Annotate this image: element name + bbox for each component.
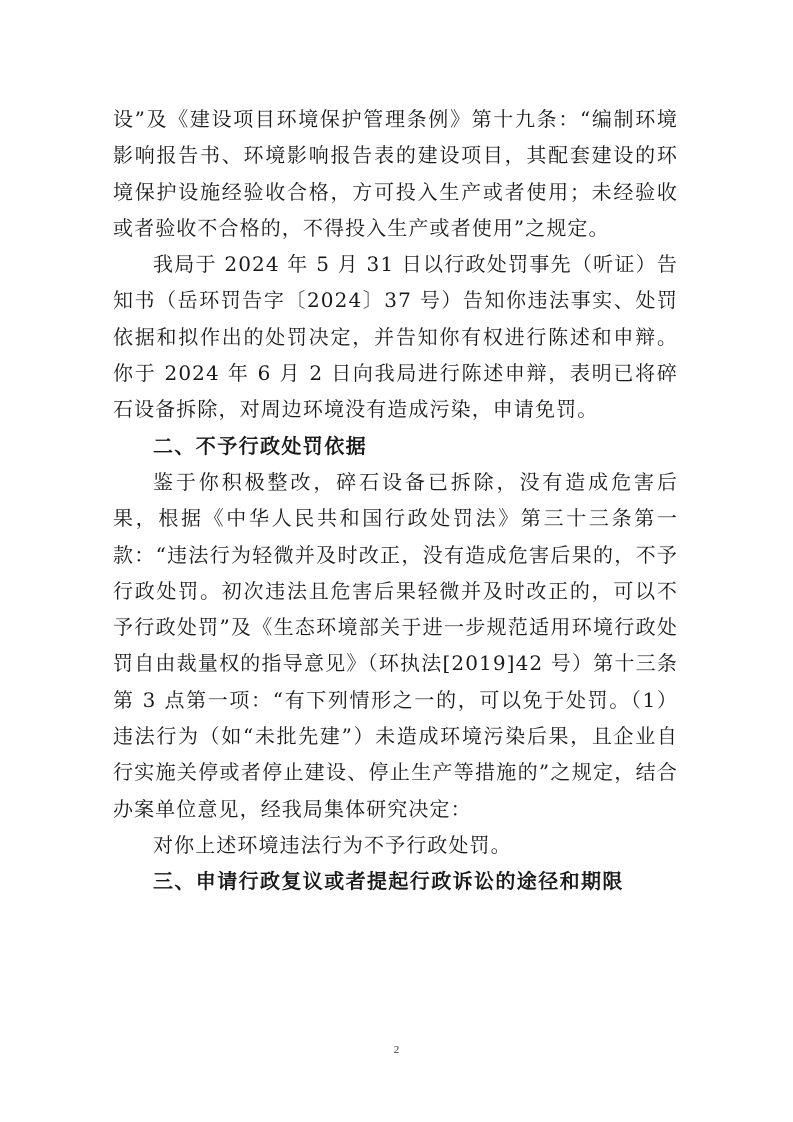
page-number: 2 xyxy=(393,1044,400,1056)
paragraph-legal-basis: 鉴于你积极整改，碎石设备已拆除，没有造成危害后果，根据《中华人民共和国行政处罚法》第三十三条第一款：“违法行为轻微并及时改正，没有造成危害后果的，不予行政处罚。初次违法且危害后果轻微并及时改正的，可以不予行政处罚”及《生态环境部关于进一步规范适用环境行政处罚自由裁量权的指导意见》（环执法[2019]42 号）第十三条第 3 点第一项：“有下列情形之一的，可以免于处罚。（1）违法行为（如“未批先建”）未造成环境污染后果，且企业自行实施关停或者停止建设、停止生产等措施的”之规定，结合办案单位意见，经我局集体研究决定： xyxy=(113,469,678,821)
document-body xyxy=(113,101,678,900)
section-heading-appeal: 三、申请行政复议或者提起行政诉讼的途径和期限 xyxy=(153,869,624,894)
paragraph-decision: 对你上述环境违法行为不予行政处罚。 xyxy=(153,832,512,857)
paragraph-prior-notice: 我局于 2024 年 5 月 31 日以行政处罚事先（听证）告知书（岳环罚告字〔2024〕37 号）告知你违法事实、处罚依据和拟作出的处罚决定，并告知你有权进行陈述和申辩。你于 2024 年 6 月 2 日向我局进行陈述申辩，表明已将碎石设备拆除，对周边环境没有造成污染，申请免罚。 xyxy=(113,252,678,422)
paragraph-regulation-citation: 设”及《建设项目环境保护管理条例》第十九条：“编制环境影响报告书、环境影响报告表的建设项目，其配套建设的环境保护设施经验收合格，方可投入生产或者使用；未经验收或者验收不合格的，不得投入生产或者使用”之规定。 xyxy=(113,107,678,240)
section-heading-basis: 二、不予行政处罚依据 xyxy=(153,433,367,458)
